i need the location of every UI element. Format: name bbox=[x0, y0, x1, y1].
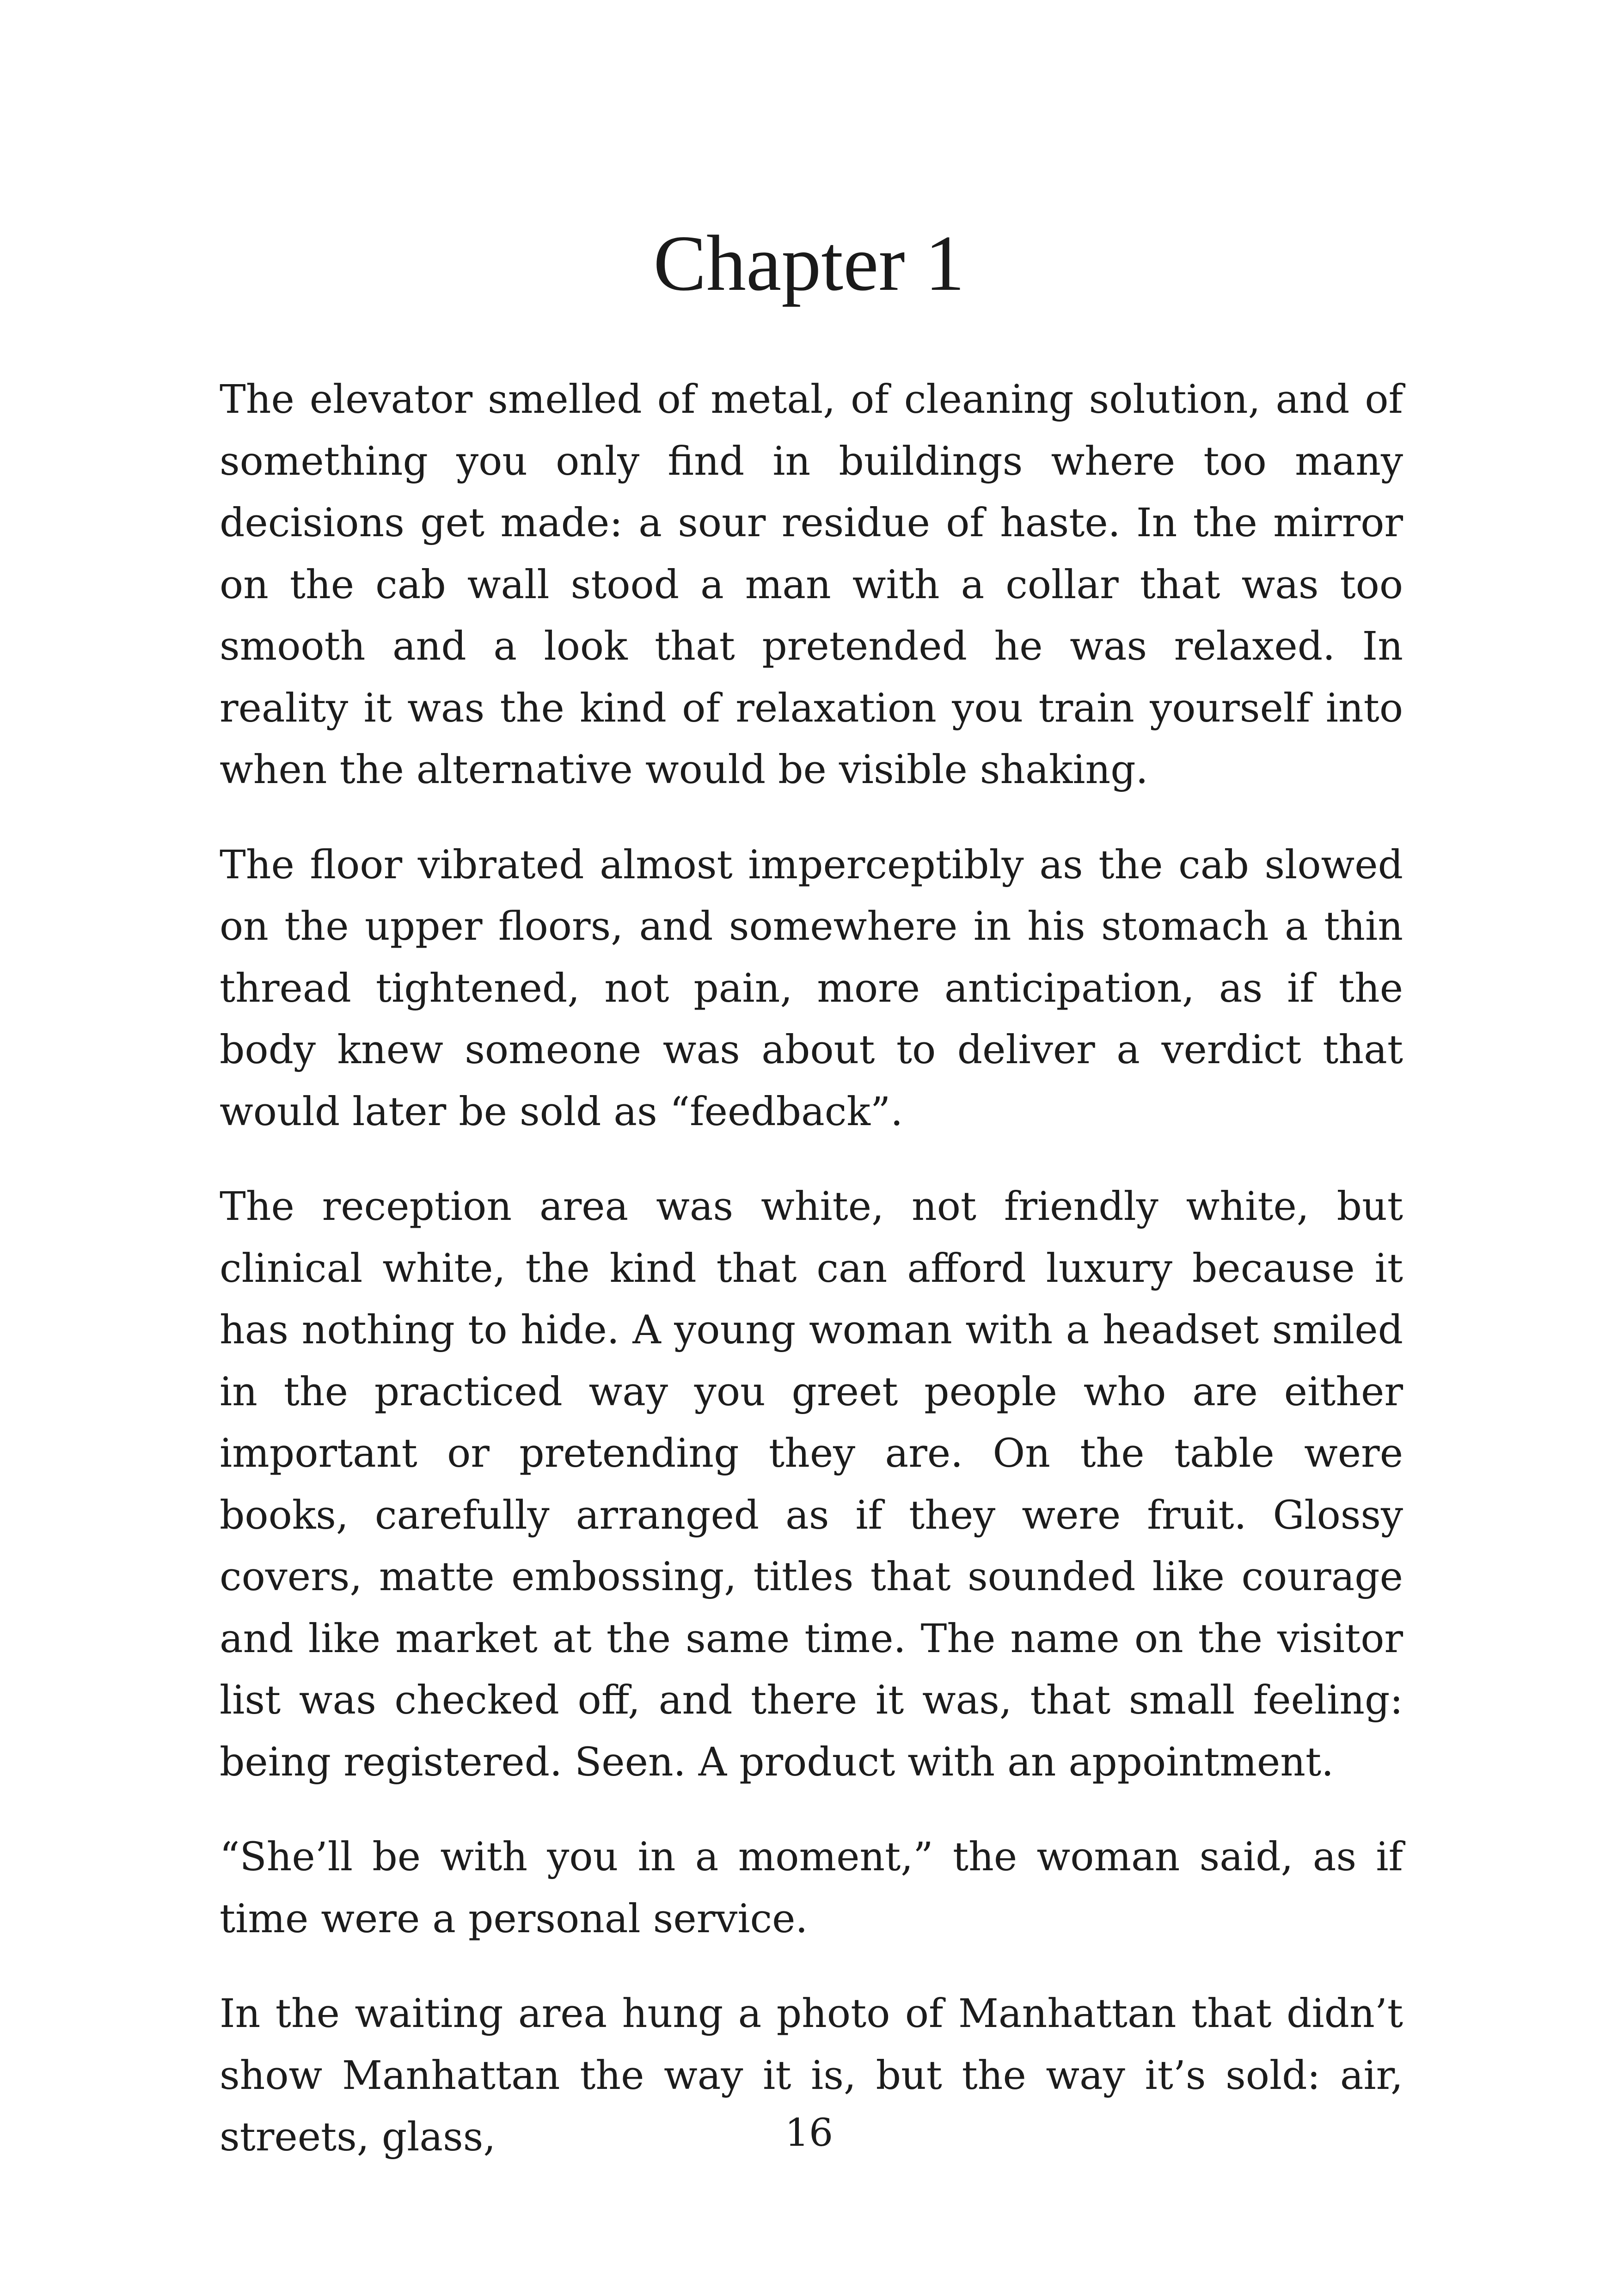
paragraph-waiting-area: In the waiting area hung a photo of Manhattan that didn’t show Manhattan the way it is, but the way it’s sold: air, streets, glass, bbox=[220, 1991, 1403, 2160]
chapter-title: Chapter 1 bbox=[653, 220, 965, 307]
paragraph-reception: The reception area was white, not friendly white, but clinical white, the kind that can afford luxury because it has nothing to hide. A young woman with a headset smiled in the practiced way you greet people who are either important or pretending they are. On the table were books, carefully arranged as if they were fruit. Glossy covers, matte embossing, titles that sounded like courage and like market at the same time. The name on the visitor list was checked off, and there it was, that small feeling: being registered. Seen. A product with an appointment. bbox=[220, 1184, 1403, 1785]
paragraph-elevator: The elevator smelled of metal, of cleaning solution, and of something you only find in buildings where too many decisions get made: a sour residue of haste. In the mirror on the cab wall stood a man with a collar that was too smooth and a look that pretended he was relaxed. In reality it was the kind of relaxation you train yourself into when the alternative would be visible shaking. bbox=[220, 377, 1403, 793]
paragraph-dialogue: “She’ll be with you in a moment,” the woman said, as if time were a personal service. bbox=[220, 1834, 1403, 1942]
page-number: 16 bbox=[784, 2111, 834, 2155]
chapter-body bbox=[220, 369, 1403, 2202]
paragraph-floor-vibration: The floor vibrated almost imperceptibly as the cab slowed on the upper floors, and somewhere in his stomach a thin thread tightened, not pain, more anticipation, as if the body knew someone was about to deliver a verdict that would later be sold as “feedback”. bbox=[220, 842, 1403, 1135]
